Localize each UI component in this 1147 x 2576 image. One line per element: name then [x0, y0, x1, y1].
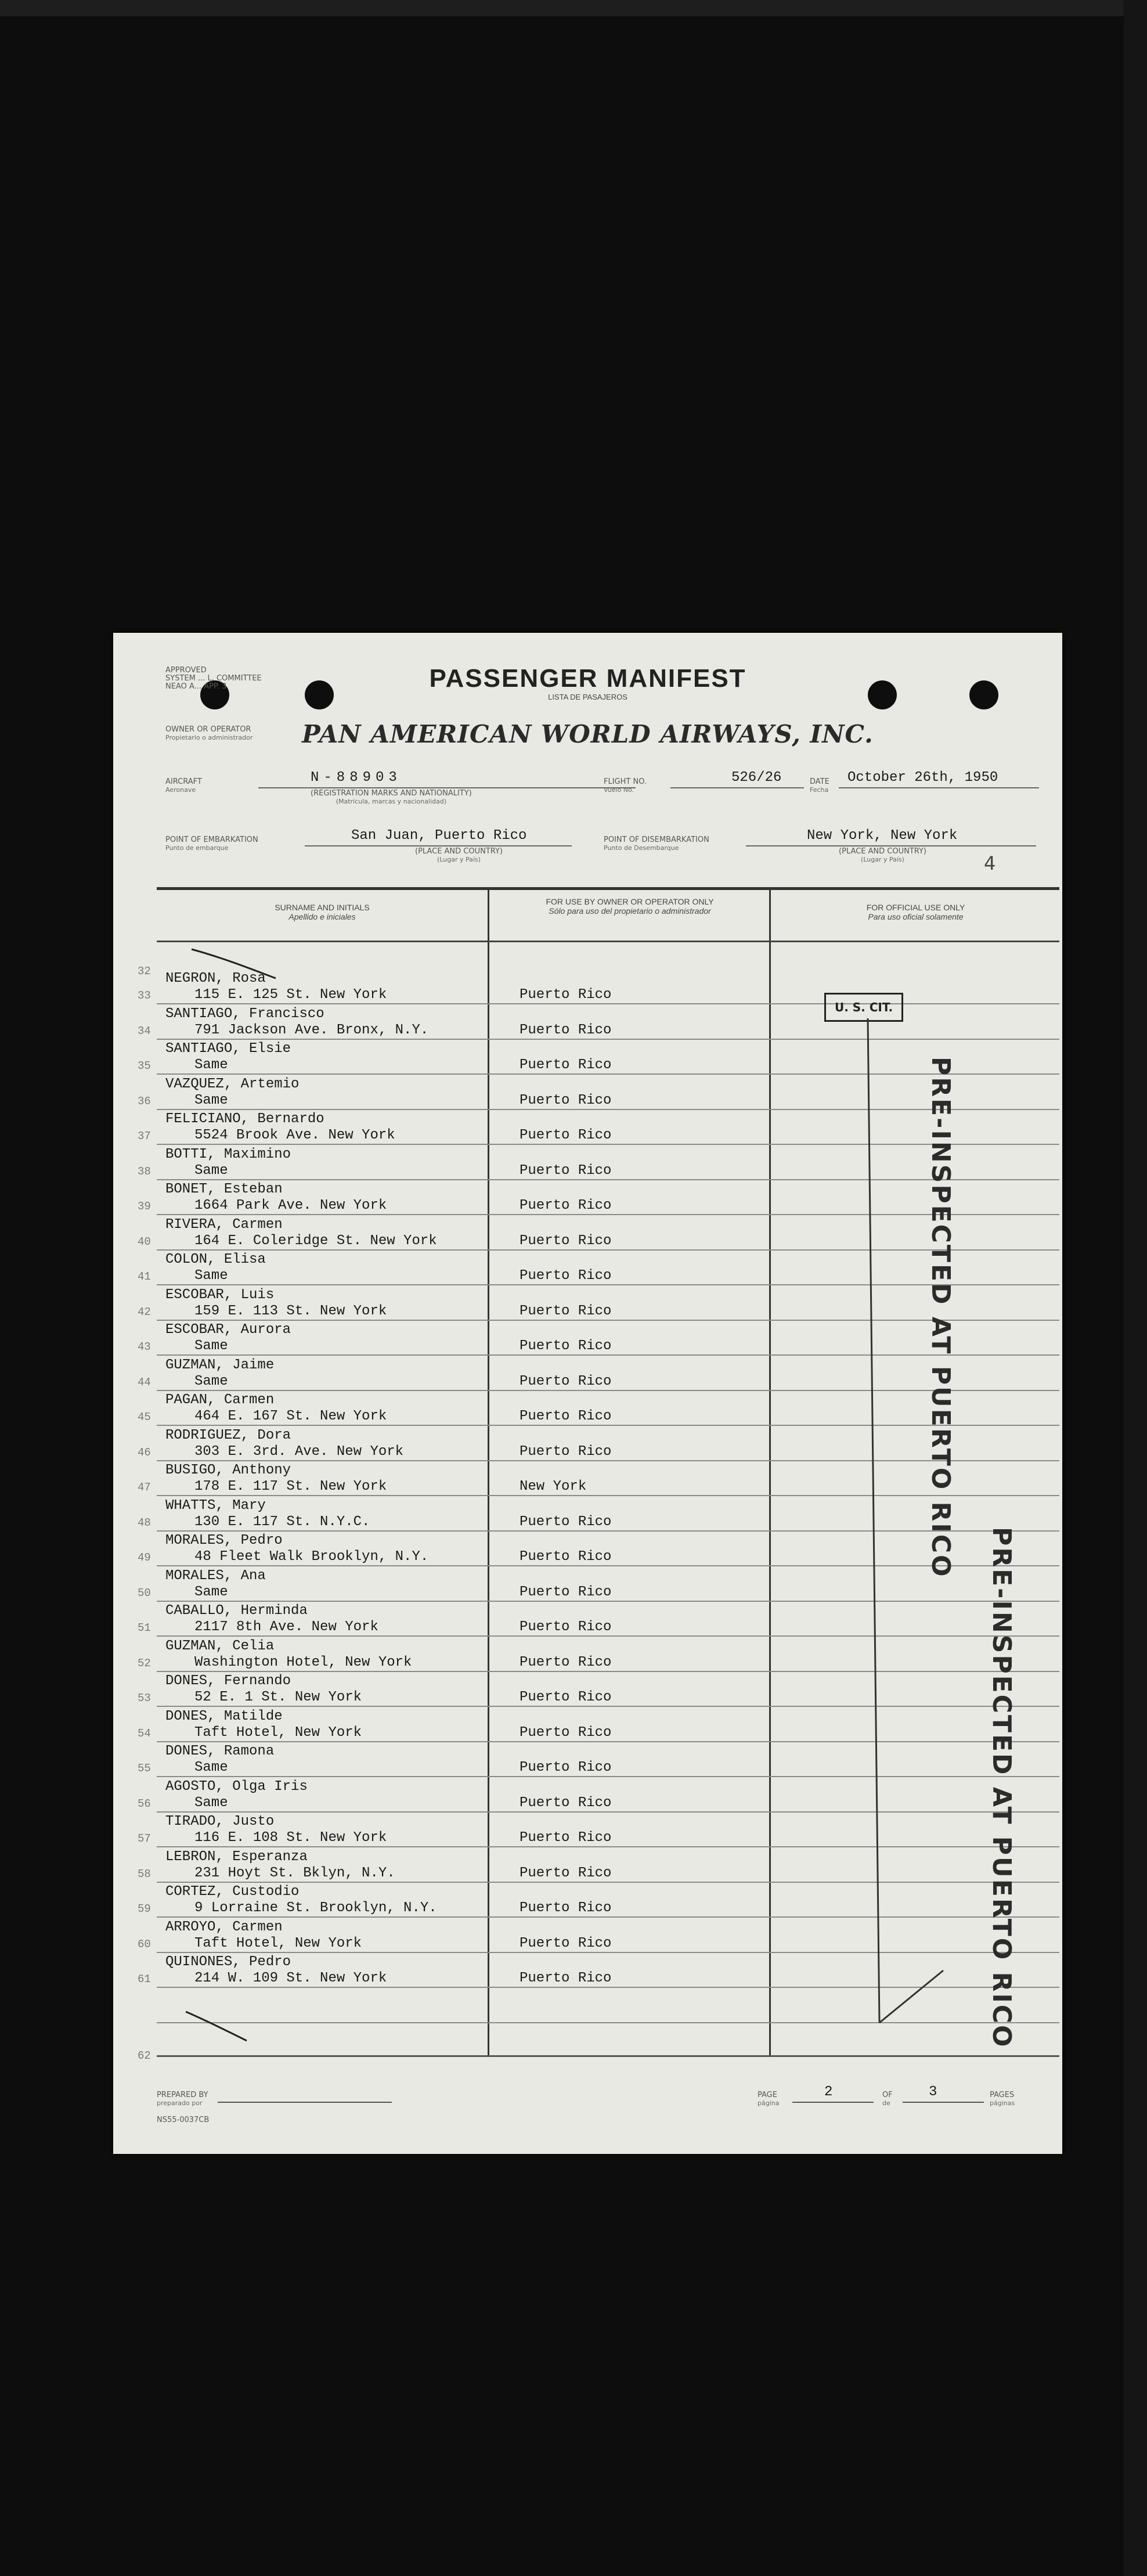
passenger-name: ESCOBAR, Luis — [165, 1287, 275, 1303]
row-number: 52 — [138, 1657, 151, 1670]
passenger-origin: Puerto Rico — [520, 1093, 612, 1108]
row-number: 56 — [138, 1797, 151, 1810]
passenger-name: WHATTS, Mary — [165, 1498, 266, 1514]
passenger-address: 303 E. 3rd. Ave. New York — [194, 1444, 404, 1460]
of-label: OF de — [882, 2091, 893, 2107]
passenger-origin: Puerto Rico — [520, 1760, 612, 1775]
passenger-address: 48 Fleet Walk Brooklyn, N.Y. — [194, 1549, 429, 1565]
row-number: 59 — [138, 1903, 151, 1915]
passenger-origin: Puerto Rico — [520, 1689, 612, 1705]
disembark-underline — [746, 845, 1036, 846]
passenger-origin: Puerto Rico — [520, 987, 612, 1003]
passenger-origin: Puerto Rico — [520, 1408, 612, 1424]
passenger-origin: Puerto Rico — [520, 1127, 612, 1143]
passenger-address: 231 Hoyt St. Bklyn, N.Y. — [194, 1865, 395, 1881]
row-number: 45 — [138, 1411, 151, 1424]
row-number: 62 — [138, 2049, 151, 2062]
us-citizen-stamp: U. S. CIT. — [824, 993, 903, 1022]
passenger-address: 2117 8th Ave. New York — [194, 1619, 378, 1635]
passenger-name: SANTIAGO, Francisco — [165, 1006, 324, 1022]
row-number: 58 — [138, 1868, 151, 1880]
passenger-origin: New York — [520, 1479, 587, 1494]
flight-label: FLIGHT NO. Vuelo No. — [604, 777, 647, 794]
passenger-origin: Puerto Rico — [520, 1584, 612, 1600]
row-number: 39 — [138, 1200, 151, 1213]
page-underline — [792, 2102, 874, 2103]
passenger-origin: Puerto Rico — [520, 1725, 612, 1741]
passenger-name: BOTTI, Maximino — [165, 1147, 291, 1162]
row-number: 54 — [138, 1727, 151, 1740]
passenger-address: Same — [194, 1268, 228, 1284]
passenger-address: Same — [194, 1338, 228, 1354]
passenger-origin: Puerto Rico — [520, 1057, 612, 1073]
row-number: 60 — [138, 1938, 151, 1951]
embark-underline — [305, 845, 572, 846]
passenger-name: LEBRON, Esperanza — [165, 1849, 308, 1865]
passenger-address: 115 E. 125 St. New York — [194, 987, 387, 1003]
aircraft-label: AIRCRAFT Aeronave — [165, 777, 202, 794]
row-number: 34 — [138, 1025, 151, 1037]
passenger-address: 1664 Park Ave. New York — [194, 1198, 387, 1213]
column-header-surname: SURNAME AND INITIALS Apellido e iniciales — [275, 903, 370, 921]
passenger-address: Same — [194, 1057, 228, 1073]
passenger-address: Same — [194, 1163, 228, 1179]
row-number: 61 — [138, 1973, 151, 1986]
passenger-address: Taft Hotel, New York — [194, 1725, 362, 1741]
header-rule — [157, 941, 1059, 942]
date-underline — [839, 787, 1039, 788]
page-value: 2 — [824, 2084, 833, 2100]
passenger-origin: Puerto Rico — [520, 1198, 612, 1213]
passenger-origin: Puerto Rico — [520, 1970, 612, 1986]
row-number: 33 — [138, 989, 151, 1002]
manifest-sheet — [113, 633, 1062, 2154]
passenger-name: VAZQUEZ, Artemio — [165, 1076, 300, 1092]
embark-label: POINT OF EMBARKATION Punto de embarque — [165, 835, 258, 852]
row-number: 38 — [138, 1165, 151, 1178]
passenger-name: RODRIGUEZ, Dora — [165, 1428, 291, 1443]
passenger-address: Same — [194, 1374, 228, 1389]
passenger-address: 159 E. 113 St. New York — [194, 1303, 387, 1319]
passenger-name: AGOSTO, Olga Iris — [165, 1779, 308, 1795]
passenger-name: COLON, Elisa — [165, 1252, 266, 1267]
embark-value: San Juan, Puerto Rico — [351, 828, 527, 844]
passenger-origin: Puerto Rico — [520, 1936, 612, 1951]
owner-label: OWNER OR OPERATOR Propietario o administrador — [165, 725, 253, 741]
row-number: 41 — [138, 1270, 151, 1283]
passenger-origin: Puerto Rico — [520, 1163, 612, 1179]
passenger-name: MORALES, Pedro — [165, 1533, 283, 1548]
row-number: 37 — [138, 1130, 151, 1143]
passenger-address: Same — [194, 1584, 228, 1600]
passenger-origin: Puerto Rico — [520, 1655, 612, 1670]
passenger-origin: Puerto Rico — [520, 1549, 612, 1565]
passenger-origin: Puerto Rico — [520, 1338, 612, 1354]
row-number: 55 — [138, 1762, 151, 1775]
passenger-name: BONET, Esteban — [165, 1181, 283, 1197]
passenger-name: MORALES, Ana — [165, 1568, 266, 1584]
carrier-name: PAN AMERICAN WORLD AIRWAYS, INC. — [302, 720, 874, 748]
passenger-name: GUZMAN, Jaime — [165, 1357, 275, 1373]
row-number: 44 — [138, 1376, 151, 1389]
passenger-name: NEGRON, Rosa — [165, 971, 266, 986]
passenger-address: 116 E. 108 St. New York — [194, 1830, 387, 1846]
row-number: 32 — [138, 965, 151, 978]
passenger-origin: Puerto Rico — [520, 1268, 612, 1284]
passenger-origin: Puerto Rico — [520, 1795, 612, 1811]
column-header-official: FOR OFFICIAL USE ONLY Para uso oficial solamente — [866, 903, 965, 921]
passenger-address: 164 E. Coleridge St. New York — [194, 1233, 437, 1249]
row-rule — [157, 1003, 1059, 1004]
row-number: 43 — [138, 1341, 151, 1353]
of-underline — [903, 2102, 984, 2103]
disembark-place-note: (PLACE AND COUNTRY) (Lugar y País) — [839, 847, 927, 863]
scan-top-edge — [0, 0, 1147, 16]
embark-place-note: (PLACE AND COUNTRY) (Lugar y País) — [415, 847, 503, 863]
passenger-origin: Puerto Rico — [520, 1900, 612, 1916]
diagonal-strike — [183, 2009, 253, 2044]
disembark-label: POINT OF DISEMBARKATION Punto de Desembarque — [604, 835, 709, 852]
column-divider-2 — [769, 888, 771, 2055]
passenger-origin: Puerto Rico — [520, 1233, 612, 1249]
row-number: 51 — [138, 1622, 151, 1634]
passenger-address: 178 E. 117 St. New York — [194, 1479, 387, 1494]
table-top-rule — [157, 887, 1059, 890]
passenger-name: DONES, Matilde — [165, 1709, 283, 1724]
passenger-origin: Puerto Rico — [520, 1619, 612, 1635]
table-bottom-rule — [157, 2055, 1059, 2057]
page-subtitle: LISTA DE PASAJEROS — [548, 693, 627, 701]
passenger-address: 5524 Brook Ave. New York — [194, 1127, 395, 1143]
date-value: October 26th, 1950 — [847, 770, 998, 786]
passenger-address: 9 Lorraine St. Brooklyn, N.Y. — [194, 1900, 437, 1916]
passenger-name: TIRADO, Justo — [165, 1814, 275, 1829]
passenger-origin: Puerto Rico — [520, 1514, 612, 1530]
row-number: 53 — [138, 1692, 151, 1705]
passenger-address: 52 E. 1 St. New York — [194, 1689, 362, 1705]
passenger-origin: Puerto Rico — [520, 1303, 612, 1319]
scan-right-edge — [1124, 0, 1147, 2576]
passenger-name: QUINONES, Pedro — [165, 1954, 291, 1970]
passenger-name: DONES, Fernando — [165, 1673, 291, 1689]
passenger-address: Washington Hotel, New York — [194, 1655, 412, 1670]
passenger-address: 214 W. 109 St. New York — [194, 1970, 387, 1986]
row-number: 42 — [138, 1306, 151, 1318]
passenger-name: PAGAN, Carmen — [165, 1392, 275, 1408]
flight-value: 526/26 — [731, 770, 782, 786]
passenger-address: Same — [194, 1093, 228, 1108]
passenger-origin: Puerto Rico — [520, 1865, 612, 1881]
date-label: DATE Fecha — [810, 777, 829, 794]
passenger-name: ARROYO, Carmen — [165, 1919, 283, 1935]
passenger-address: Taft Hotel, New York — [194, 1936, 362, 1951]
passenger-name: ESCOBAR, Aurora — [165, 1322, 291, 1338]
approval-block: APPROVED SYSTEM ... L. COMMITTEE NEAO A... APP. 3 — [165, 666, 262, 691]
of-value: 3 — [929, 2084, 937, 2100]
row-number: 46 — [138, 1446, 151, 1459]
passenger-name: RIVERA, Carmen — [165, 1217, 283, 1233]
sheet-number: 4 — [984, 852, 996, 874]
page-title: PASSENGER MANIFEST — [429, 664, 746, 693]
flight-underline — [670, 787, 804, 788]
disembark-value: New York, New York — [807, 828, 958, 844]
row-number: 49 — [138, 1551, 151, 1564]
row-number: 50 — [138, 1587, 151, 1599]
preinspected-stamp-lower: PRE-INSPECTED AT PUERTO RICO — [987, 1527, 1016, 2049]
preinspected-stamp-upper: PRE-INSPECTED AT PUERTO RICO — [926, 1057, 955, 1579]
page-label: PAGE página — [758, 2091, 780, 2107]
column-divider-1 — [488, 888, 489, 2055]
passenger-address: 130 E. 117 St. N.Y.C. — [194, 1514, 370, 1530]
registration-note: (REGISTRATION MARKS AND NATIONALITY) (Matrícula, marcas y nacionalidad) — [311, 789, 472, 805]
row-number: 57 — [138, 1832, 151, 1845]
passenger-address: Same — [194, 1760, 228, 1775]
passenger-origin: Puerto Rico — [520, 1830, 612, 1846]
passenger-origin: Puerto Rico — [520, 1374, 612, 1389]
pages-label: PAGES páginas — [990, 2091, 1015, 2107]
passenger-name: BUSIGO, Anthony — [165, 1462, 291, 1478]
column-header-owner: FOR USE BY OWNER OR OPERATOR ONLY Sólo para uso del propietario o administrador — [546, 897, 714, 916]
passenger-name: DONES, Ramona — [165, 1743, 275, 1759]
passenger-name: SANTIAGO, Elsie — [165, 1041, 291, 1057]
row-number: 40 — [138, 1235, 151, 1248]
passenger-address: Same — [194, 1795, 228, 1811]
passenger-origin: Puerto Rico — [520, 1022, 612, 1038]
row-number: 35 — [138, 1060, 151, 1072]
passenger-origin: Puerto Rico — [520, 1444, 612, 1460]
passenger-name: FELICIANO, Bernardo — [165, 1111, 324, 1127]
row-number: 48 — [138, 1516, 151, 1529]
form-number: NS55-0037CB — [157, 2116, 210, 2124]
aircraft-value: N-88903 — [311, 770, 402, 786]
passenger-name: GUZMAN, Celia — [165, 1638, 275, 1654]
passenger-name: CORTEZ, Custodio — [165, 1884, 300, 1900]
passenger-address: 791 Jackson Ave. Bronx, N.Y. — [194, 1022, 429, 1038]
row-number: 36 — [138, 1095, 151, 1108]
passenger-address: 464 E. 167 St. New York — [194, 1408, 387, 1424]
passenger-name: CABALLO, Herminda — [165, 1603, 308, 1619]
prepared-by-label: PREPARED BY preparado por — [157, 2091, 208, 2107]
row-number: 47 — [138, 1481, 151, 1494]
aircraft-underline — [258, 787, 636, 788]
prepared-by-line — [218, 2102, 392, 2103]
